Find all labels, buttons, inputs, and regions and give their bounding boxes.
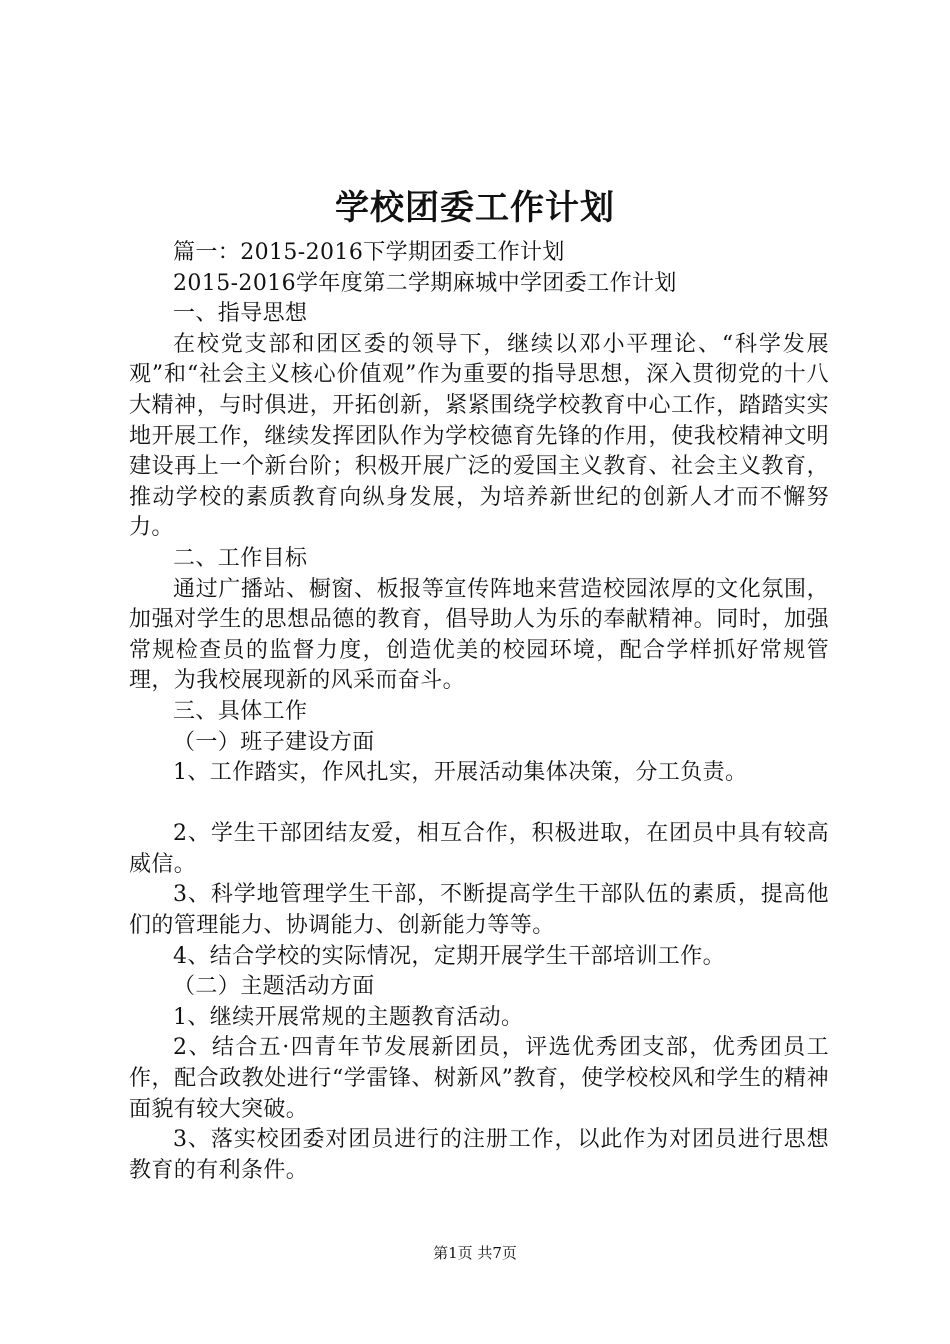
subsection-heading: （二）主题活动方面 (173, 974, 375, 1000)
subsection-heading: （一）班子建设方面 (173, 729, 375, 755)
paragraph: 通过广播站、橱窗、板报等宣传阵地来营造校园浓厚的文化氛围，加强对学生的思想品德的教育，倡导助人为乐的奉献精神。同时，加强常规检查员的监督力度，创造优美的校园环境，配合学样抓好常规管理，为我校展现新的风采而奋斗。 (129, 576, 829, 694)
list-item: 2、结合五·四青年节发展新团员，评选优秀团支部，优秀团员工作，配合政教处进行“学雷锋、树新风”教育，使学校校风和学生的精神面貌有较大突破。 (129, 1035, 829, 1122)
page-number-footer: 第1页 共7页 (433, 1244, 517, 1262)
list-item: 4、结合学校的实际情况，定期开展学生干部培训工作。 (173, 943, 725, 969)
document-title: 学校团委工作计划 (335, 188, 615, 228)
paragraph: 篇一：2015-2016下学期团委工作计划 (173, 240, 565, 265)
document-body (129, 238, 829, 1186)
paragraph: 2015-2016学年度第二学期麻城中学团委工作计划 (173, 270, 677, 296)
list-item: 1、继续开展常规的主题教育活动。 (173, 1004, 524, 1030)
section-heading: 三、具体工作 (173, 698, 308, 724)
list-item: 3、科学地管理学生干部，不断提高学生干部队伍的素质，提高他们的管理能力、协调能力、创新能力等等。 (129, 882, 829, 939)
section-heading: 二、工作目标 (173, 545, 308, 571)
list-item: 3、落实校团委对团员进行的注册工作，以此作为对团员进行思想教育的有利条件。 (129, 1127, 829, 1183)
section-heading: 一、指导思想 (173, 301, 308, 327)
paragraph: 在校党支部和团区委的领导下，继续以邓小平理论、“科学发展观”和“社会主义核心价值观”作为重要的指导思想，深入贯彻党的十八大精神，与时俱进，开拓创新，紧紧围绕学校教育中心工作，踏踏实实地开展工作，继续发挥团队作为学校德育先锋的作用，使我校精神文明建设再上一个新台阶；积极开展广泛的爱国主义教育、社会主义教育，推动学校的素质教育向纵身发展，为培养新世纪的创新人才而不懈努力。 (129, 331, 829, 541)
list-item: 2、学生干部团结友爱，相互合作，积极进取，在团员中具有较高威信。 (129, 821, 829, 877)
list-item: 1、工作踏实，作风扎实，开展活动集体决策，分工负责。 (173, 760, 748, 786)
